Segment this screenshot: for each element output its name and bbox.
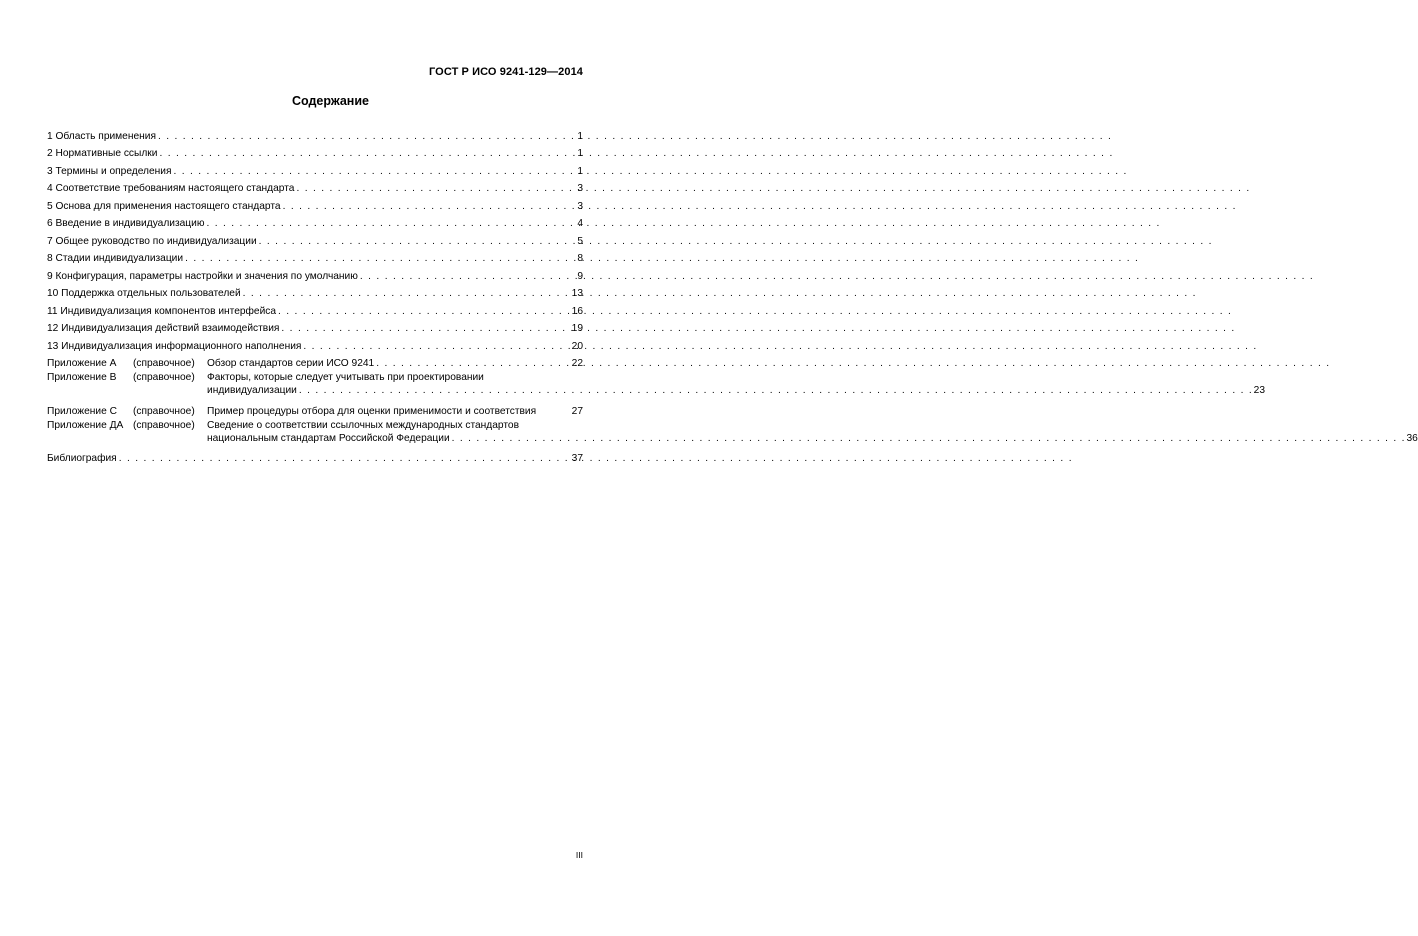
- toc-entry-label: 13 Индивидуализация информационного наполнения: [47, 340, 302, 352]
- toc-entry[interactable]: [47, 248, 583, 266]
- toc-entry-page: 23: [1253, 385, 1266, 396]
- toc-entry-label: 12 Индивидуализация действий взаимодействия: [47, 323, 280, 334]
- toc-entry-label: 7 Общее руководство по индивидуализации: [47, 235, 257, 247]
- dot-leader: [360, 270, 575, 283]
- toc-entry-page: 8: [577, 253, 583, 264]
- toc-entry-label: 2 Нормативные ссылки: [47, 148, 158, 159]
- toc-entry-page: 36: [1406, 432, 1418, 444]
- toc-entry-label: 10 Поддержка отдельных пользователей: [47, 288, 241, 299]
- dot-leader: [376, 357, 569, 370]
- appendix-note: (справочное): [133, 405, 195, 417]
- dot-leader: [206, 217, 575, 230]
- appendix-note: (справочное): [133, 358, 195, 369]
- toc-entry[interactable]: [47, 283, 583, 301]
- appendix-prefix: Приложение ДА: [47, 419, 124, 431]
- toc-entry-page: 3: [577, 183, 583, 194]
- dot-leader: [452, 432, 1405, 445]
- dot-leader: [296, 182, 575, 195]
- toc-appendix-a[interactable]: [47, 353, 583, 371]
- toc-entry-page: 4: [577, 218, 583, 229]
- dot-leader: [299, 384, 1252, 397]
- document-code: ГОСТ Р ИСО 9241-129—2014: [428, 66, 583, 78]
- page-title: Содержание: [291, 94, 369, 108]
- toc-entry-page: 37: [571, 453, 583, 464]
- toc-entry[interactable]: [47, 160, 583, 178]
- toc-entry-page: 9: [577, 270, 583, 282]
- dot-leader: [159, 147, 575, 160]
- dot-leader: [158, 130, 575, 143]
- dot-leader: [185, 252, 575, 265]
- toc-entry-label: 6 Введение в индивидуализацию: [47, 218, 205, 229]
- toc-entry[interactable]: [47, 318, 583, 336]
- toc-entry-page: 1: [577, 165, 583, 177]
- appendix-note: (справочное): [133, 372, 195, 383]
- toc-appendix-c[interactable]: [47, 400, 583, 418]
- toc-entry-page: 19: [571, 323, 583, 334]
- dot-leader: [283, 200, 576, 213]
- toc-entry-page: 5: [577, 235, 583, 247]
- appendix-title: Пример процедуры отбора для оценки применимости и соответствия: [207, 405, 537, 417]
- toc-entry-label: 3 Термины и определения: [47, 165, 172, 177]
- appendix-title-cont: национальным стандартам Российской Федерации: [207, 432, 450, 444]
- toc-entry-page: 1: [577, 148, 583, 159]
- dot-leader: [278, 305, 570, 318]
- appendix-title: Сведение о соответствии ссылочных международных стандартов: [207, 419, 519, 431]
- toc-entry[interactable]: [47, 300, 583, 318]
- toc-entry-page: 22: [571, 358, 583, 369]
- toc-entry-page: 20: [571, 340, 583, 352]
- dot-leader: [243, 287, 570, 300]
- toc-entry-page: 16: [571, 305, 583, 317]
- appendix-prefix: Приложение С: [47, 405, 117, 417]
- toc-entry[interactable]: [47, 195, 583, 213]
- toc-entry[interactable]: [47, 265, 583, 283]
- toc-entry-label: 4 Соответствие требованиям настоящего стандарта: [47, 183, 295, 194]
- toc-entry-label: 1 Область применения: [47, 130, 156, 142]
- toc-entry-page: 13: [571, 288, 583, 299]
- toc-entry-label: 9 Конфигурация, параметры настройки и значения по умолчанию: [47, 270, 358, 282]
- toc-entry-page: 1: [577, 130, 583, 142]
- appendix-title: Обзор стандартов серии ИСО 9241: [207, 358, 375, 369]
- toc-bibliography[interactable]: [47, 448, 583, 466]
- toc-entry-label: Библиография: [47, 453, 117, 464]
- appendix-note: (справочное): [133, 419, 195, 431]
- dot-leader: [281, 322, 569, 335]
- toc-appendix-b[interactable]: [47, 371, 1266, 397]
- toc-entry[interactable]: [47, 230, 583, 248]
- toc-entry-page: 27: [571, 405, 583, 417]
- appendix-prefix: Приложение А: [47, 358, 117, 369]
- toc-entry-label: 11 Индивидуализация компонентов интерфейса: [47, 305, 277, 317]
- table-of-contents: [47, 125, 1418, 465]
- dot-leader: [173, 165, 575, 178]
- appendix-title: Факторы, которые следует учитывать при проектировании: [207, 372, 484, 383]
- dot-leader: [303, 340, 569, 353]
- toc-entry-page: 3: [577, 200, 583, 212]
- appendix-prefix: Приложение В: [47, 372, 117, 383]
- toc-entry[interactable]: [47, 178, 583, 196]
- toc-entry-label: 5 Основа для применения настоящего стандарта: [47, 200, 281, 212]
- appendix-title-cont: индивидуализации: [207, 385, 297, 396]
- toc-appendix-da[interactable]: [47, 419, 1418, 445]
- toc-entry[interactable]: [47, 335, 583, 353]
- dot-leader: [259, 235, 576, 248]
- toc-entry[interactable]: [47, 143, 583, 161]
- page-number: III: [575, 850, 583, 860]
- toc-entry[interactable]: [47, 213, 583, 231]
- toc-entry[interactable]: [47, 125, 583, 143]
- dot-leader: [119, 452, 570, 465]
- toc-entry-label: 8 Стадии индивидуализации: [47, 253, 184, 264]
